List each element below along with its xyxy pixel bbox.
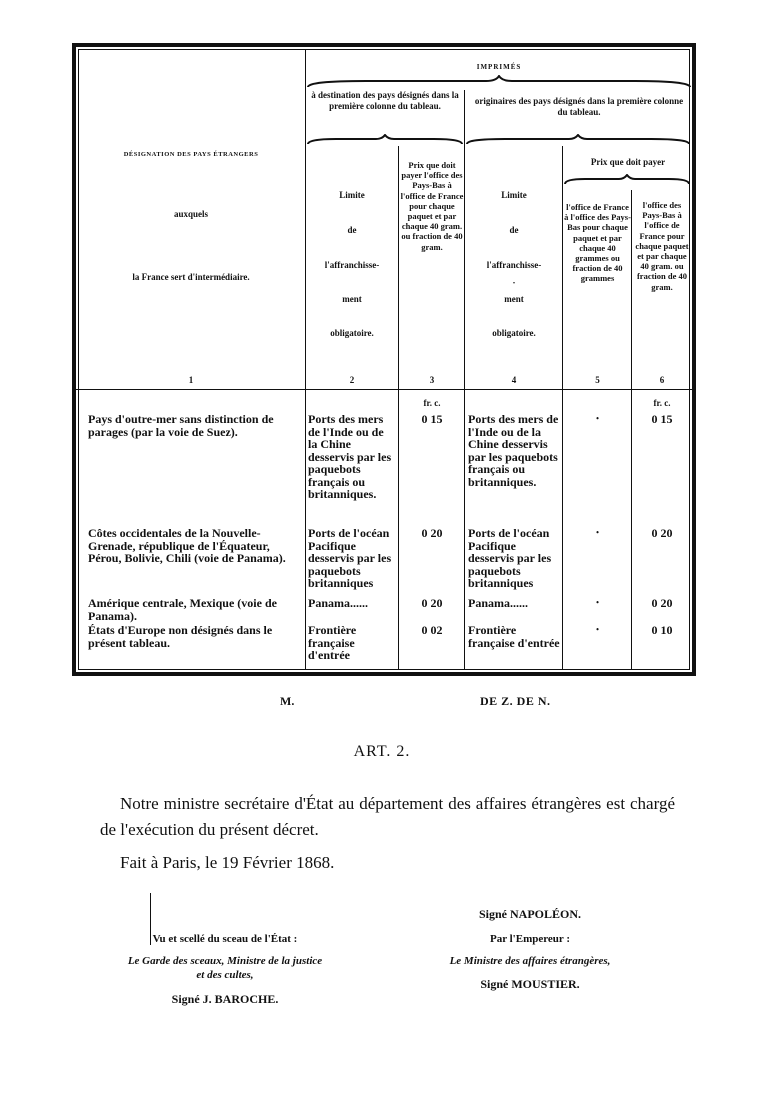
- footer-right-2: Par l'Empereur :: [489, 933, 571, 945]
- col4-header-4: ·: [512, 278, 516, 288]
- footer-left-2: Le Garde des sceaux, Ministre de la justice: [127, 955, 323, 967]
- col-number-3: 3: [429, 375, 435, 385]
- col1-header-france: la France sert d'intermédiaire.: [132, 272, 250, 282]
- col2-header-1: Limite: [339, 190, 365, 200]
- footer-left-4: Signé J. BAROCHE.: [171, 992, 279, 1006]
- table-row-3-limite-a: Panama......: [308, 596, 368, 610]
- table-row-2-limite-b: Ports de l'océan Pacifique desservis par les paquebots britanniques: [468, 526, 552, 590]
- col4-header-5: ment: [504, 294, 524, 304]
- table-row-3-limite-b: Panama......: [468, 596, 528, 610]
- table-row-1-limite-a: Ports des mers de l'Inde ou de la Chine desservis par les paquebots français ou britanniques.: [308, 412, 392, 501]
- col-divider-2: [398, 146, 399, 670]
- signature-m: M.: [280, 694, 295, 708]
- prix-header: Prix que doit payer: [590, 157, 666, 167]
- table-row-3-prix-b-nl: 0 20: [651, 596, 673, 610]
- table-row-4-prix-b-fr: •: [596, 625, 599, 634]
- table-row-4-limite-a: Frontière française d'entrée: [308, 623, 357, 662]
- table-row-2-prix-b-nl: 0 20: [651, 526, 673, 540]
- table-row-4-pays: États d'Europe non désignés dans le présent tableau.: [88, 623, 273, 650]
- article-heading: ART. 2.: [353, 743, 411, 760]
- footer-right-4: Signé MOUSTIER.: [480, 977, 580, 991]
- col4-header-1: Limite: [501, 190, 527, 200]
- table-row-4-prix-a: 0 02: [421, 623, 443, 637]
- table-row-3-prix-b-fr: •: [596, 598, 599, 607]
- footer-left-1: Vu et scellé du sceau de l'État :: [152, 933, 298, 945]
- scan-mark: [150, 893, 151, 945]
- brace-prix: [563, 174, 691, 186]
- signature-de-z-de-n: DE Z. DE N.: [480, 694, 551, 708]
- col2-header-3: l'affranchisse-: [324, 260, 380, 270]
- unit-label-col6: fr. c.: [653, 398, 671, 408]
- group-b-header: originaires des pays désignés dans la première colonne du tableau.: [474, 96, 684, 117]
- col1-header-auxquels: auxquels: [173, 209, 208, 219]
- col2-header-2: de: [347, 225, 357, 235]
- col-number-5: 5: [595, 375, 600, 385]
- group-a-header: à destination des pays désignés dans la première colonne du tableau.: [311, 90, 459, 111]
- col4-header-3: l'affranchisse-: [486, 260, 542, 270]
- table-row-2-limite-a: Ports de l'océan Pacifique desservis par les paquebots britanniques: [308, 526, 392, 590]
- unit-label-col3: fr. c.: [423, 398, 441, 408]
- article-text: Notre ministre secrétaire d'État au département des affaires étrangères est chargé de l'exécution du présent décret.: [100, 794, 675, 839]
- table-row-3-prix-a: 0 20: [421, 596, 443, 610]
- col1-header-title: DÉSIGNATION DES PAYS ÉTRANGERS: [123, 151, 259, 158]
- table-row-4-prix-b-nl: 0 10: [651, 623, 673, 637]
- table-row-1-limite-b: Ports des mers de l'Inde ou de la Chine desservis par les paquebots français ou britanniques.: [468, 412, 559, 489]
- table-row-2-prix-b-fr: •: [596, 528, 599, 537]
- col2-header-4: ment: [342, 294, 362, 304]
- table-row-1-prix-a: 0 15: [421, 412, 443, 426]
- table-row-2-pays: Côtes occidentales de la Nouvelle-Grenade, république de l'Équateur, Pérou, Bolivie, Chili (voie de Panama).: [88, 526, 286, 565]
- col4-header-2: de: [509, 225, 519, 235]
- header-bottom-rule: [76, 389, 692, 390]
- super-header: IMPRIMÉS: [476, 63, 522, 71]
- table-row-1-pays: Pays d'outre-mer sans distinction de parages (par la voie de Suez).: [88, 412, 274, 439]
- table-row-1-prix-b-nl: 0 15: [651, 412, 673, 426]
- table-row-1-prix-b-fr: •: [596, 414, 599, 423]
- table-row-4-limite-b: Frontière française d'entrée: [468, 623, 560, 650]
- col-divider-4: [562, 146, 563, 670]
- footer-right-3: Le Ministre des affaires étrangères,: [449, 955, 611, 967]
- col-number-2: 2: [349, 375, 355, 385]
- col6-header: l'office des Pays-Bas à l'office de France pour chaque paquet et par chaque 40 gram. ou fraction de 40 gram.: [635, 200, 689, 292]
- col-number-6: 6: [659, 375, 665, 385]
- table-row-2-prix-a: 0 20: [421, 526, 443, 540]
- brace-imprimes: [306, 75, 692, 89]
- col2-header-5: obligatoire.: [330, 328, 374, 338]
- brace-originaires: [465, 134, 691, 146]
- brace-destination: [306, 134, 464, 146]
- col3-header: Prix que doit payer l'office des Pays-Bas à l'office de France pour chaque paquet et par chaque 40 gram. ou fraction de 40 gram.: [400, 160, 464, 252]
- col4-header-6: obligatoire.: [492, 328, 536, 338]
- table-row-3-pays: Amérique centrale, Mexique (voie de Panama).: [88, 596, 277, 623]
- col-number-1: 1: [188, 375, 194, 385]
- footer-left-3: et des cultes,: [196, 969, 254, 981]
- col5-header: l'office de France à l'office des Pays-Bas pour chaque paquet et par chaque 40 grammes ou fraction de 40 grammes: [564, 202, 631, 284]
- footer-right-1: Signé NAPOLÉON.: [478, 907, 581, 921]
- col-number-4: 4: [511, 375, 517, 385]
- col-divider-3: [464, 90, 465, 670]
- article-date: Fait à Paris, le 19 Février 1868.: [120, 853, 335, 872]
